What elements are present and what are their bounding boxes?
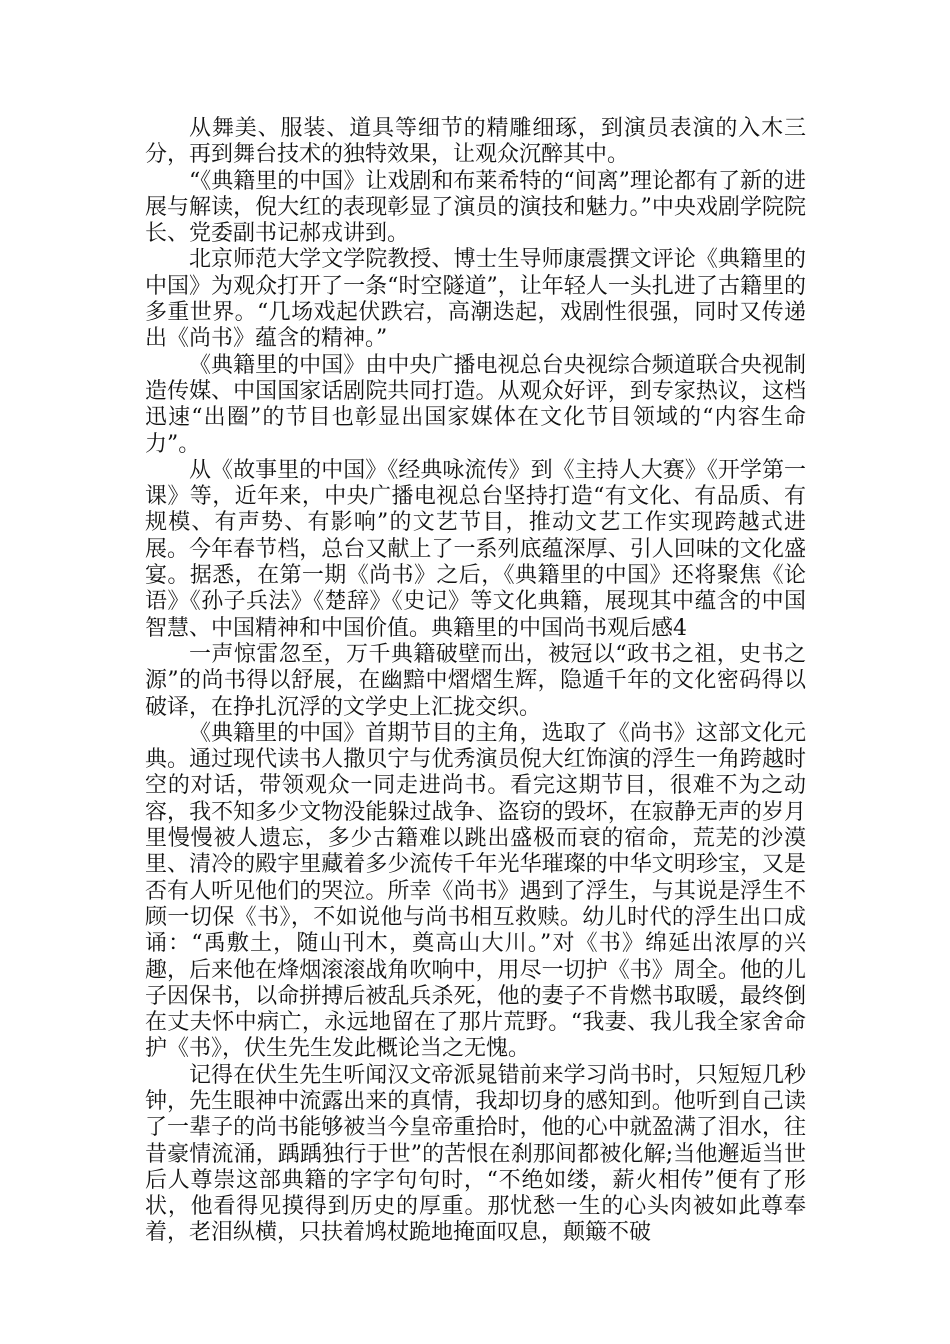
document-page: [145, 116, 806, 1247]
paragraph-7: 《典籍里的中国》首期节目的主角，选取了《尚书》这部文化元典。通过现代读书人撒贝宁与优秀演员倪大红饰演的浮生一角跨越时空的对话，带领观众一同走进尚书。看完这期节目，很难不为之动容，我不知多少文物没能躲过战争、盗窃的毁坏，在寂静无声的岁月里慢慢被人遗忘，多少古籍难以跳出盛极而衰的宿命，荒芜的沙漠里、清冷的殿宇里藏着多少流传千年光华璀璨的中华文明珍宝，又是否有人听见他们的哭泣。所幸《尚书》遇到了浮生，与其说是浮生不顾一切保《书》，不如说他与尚书相互救赎。幼儿时代的浮生出口成诵：“禹敷土，随山刊木，奠高山大川。”对《书》绵延出浓厚的兴趣，后来他在烽烟滚滚战角吹响中，用尽一切护《书》周全。他的儿子因保书，以命拼搏后被乱兵杀死，他的妻子不肯燃书取暖，最终倒在丈夫怀中病亡，永远地留在了那片荒野。“我妻、我儿我全家舍命护《书》，伏生先生发此概论当之无愧。: [145, 720, 806, 1062]
paragraph-3: 北京师范大学文学院教授、博士生导师康震撰文评论《典籍里的中国》为观众打开了一条“时空隧道”，让年轻人一头扎进了古籍里的多重世界。“几场戏起伏跌宕，高潮迭起，戏剧性很强，同时又传递出《尚书》蕴含的精神。”: [145, 247, 806, 352]
paragraph-4: 《典籍里的中国》由中央广播电视总台央视综合频道联合央视制造传媒、中国国家话剧院共同打造。从观众好评，到专家热议，这档迅速“出圈”的节目也彰显出国家媒体在文化节目领域的“内容生命力”。: [145, 352, 806, 457]
paragraph-8: 记得在伏生先生听闻汉文帝派晁错前来学习尚书时，只短短几秒钟，先生眼神中流露出来的真情，我却切身的感知到。他听到自己读了一辈子的尚书能够被当今皇帝重拾时，他的心中就盈满了泪水，往昔豪情流涌，踽踽独行于世”的苦恨在刹那间都被化解;当他邂逅当世后人尊崇这部典籍的字字句句时，“不绝如缕，薪火相传”便有了形状，他看得见摸得到历史的厚重。那忧愁一生的心头肉被如此尊奉着，老泪纵横，只扶着鸠杖跪地掩面叹息，颠簸不破: [145, 1062, 806, 1246]
paragraph-5: 从《故事里的中国》《经典咏流传》到《主持人大赛》《开学第一课》等，近年来，中央广播电视总台坚持打造“有文化、有品质、有规模、有声势、有影响”的文艺节目，推动文艺工作实现跨越式进展。今年春节档，总台又献上了一系列底蕴深厚、引人回味的文化盛宴。据悉，在第一期《尚书》之后，《典籍里的中国》还将聚焦《论语》《孙子兵法》《楚辞》《史记》等文化典籍，展现其中蕴含的中国智慧、中国精神和中国价值。典籍里的中国尚书观后感4: [145, 457, 806, 641]
paragraph-6: 一声惊雷忽至，万千典籍破壁而出，被冠以“政书之祖，史书之源”的尚书得以舒展，在幽黯中熠熠生辉，隐遁千年的文化密码得以破译，在挣扎沉浮的文学史上汇拢交织。: [145, 641, 806, 720]
paragraph-1: 从舞美、服装、道具等细节的精雕细琢，到演员表演的入木三分，再到舞台技术的独特效果，让观众沉醉其中。: [145, 116, 806, 168]
paragraph-2: “《典籍里的中国》让戏剧和布莱希特的“间离”理论都有了新的进展与解读，倪大红的表现彰显了演员的演技和魅力。”中央戏剧学院院长、党委副书记郝戎讲到。: [145, 168, 806, 247]
